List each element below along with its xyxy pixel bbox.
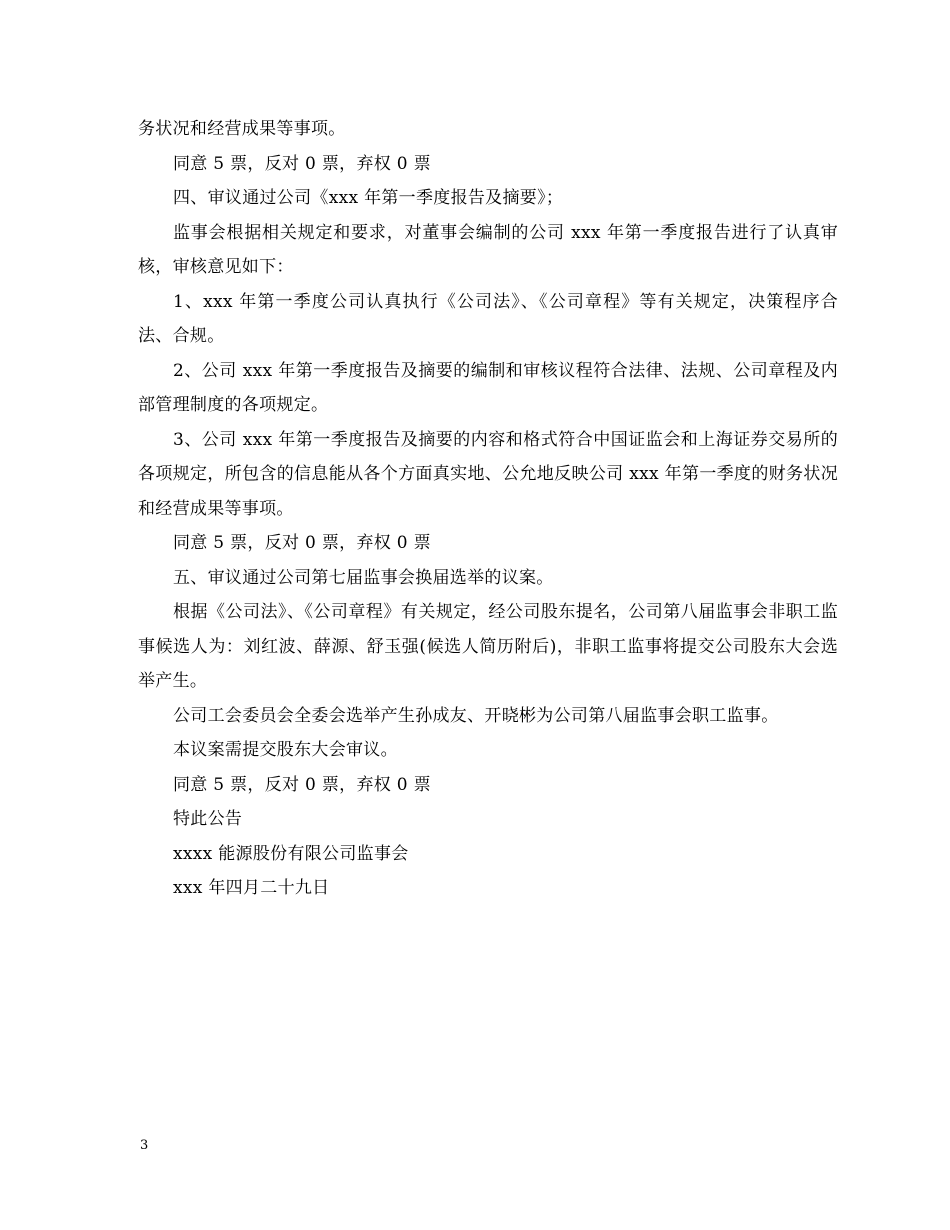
page-number: 3 xyxy=(140,1138,149,1153)
paragraph-vote-result: 同意 5 票，反对 0 票，弃权 0 票 xyxy=(173,533,431,553)
paragraph-opinion-three: 3、公司 xxx 年第一季度报告及摘要的内容和格式符合中国证监会和上海证券交易所的各项规定，所包含的信息能从各个方面真实地、公允地反映公司 xxx 年第一季度的财务状况和经营成果等事项。 xyxy=(138,429,838,519)
paragraph-candidates: 根据《公司法》、《公司章程》有关规定，经公司股东提名，公司第八届监事会非职工监事候选人为：刘红波、薛源、舒玉强(候选人简历附后)，非职工监事将提交公司股东大会选举产生。 xyxy=(138,602,838,691)
paragraph-announcement: 特此公告 xyxy=(173,809,243,829)
paragraph-opinion-two: 2、公司 xxx 年第一季度报告及摘要的编制和审核议程符合法律、法规、公司章程及内部管理制度的各项规定。 xyxy=(138,360,838,415)
paragraph-review-intro: 监事会根据相关规定和要求，对董事会编制的公司 xxx 年第一季度报告进行了认真审核，审核意见如下： xyxy=(138,222,838,277)
paragraph-continuation: 务状况和经营成果等事项。 xyxy=(138,119,346,139)
paragraph-date: xxx 年四月二十九日 xyxy=(173,878,330,898)
paragraph-signatory: xxxx 能源股份有限公司监事会 xyxy=(173,843,409,864)
paragraph-vote-result: 同意 5 票，反对 0 票，弃权 0 票 xyxy=(173,774,431,795)
document-body xyxy=(138,112,838,906)
paragraph-item-five-heading: 五、审议通过公司第七届监事会换届选举的议案。 xyxy=(173,567,554,588)
paragraph-opinion-one: 1、xxx 年第一季度公司认真执行《公司法》、《公司章程》等有关规定，决策程序合法、合规。 xyxy=(138,291,838,346)
paragraph-vote-result: 同意 5 票，反对 0 票，弃权 0 票 xyxy=(173,153,431,174)
paragraph-employee-supervisors: 公司工会委员会全委会选举产生孙成友、开晓彬为公司第八届监事会职工监事。 xyxy=(173,705,779,726)
paragraph-item-four-heading: 四、审议通过公司《xxx 年第一季度报告及摘要》； xyxy=(173,188,564,208)
paragraph-submission-note: 本议案需提交股东大会审议。 xyxy=(173,740,398,760)
